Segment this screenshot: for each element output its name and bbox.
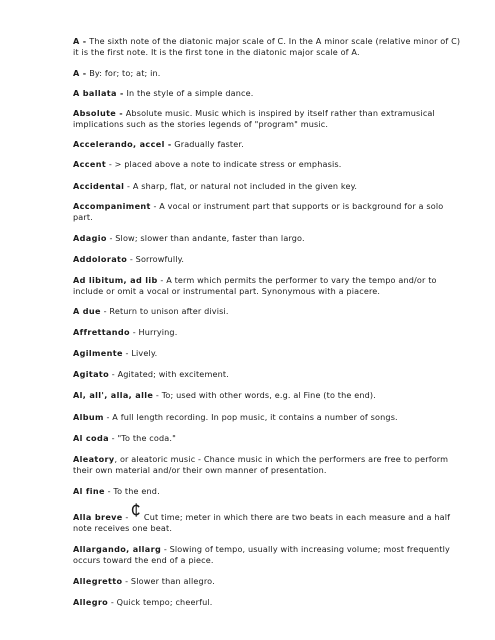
entry-definition: - "To the coda." xyxy=(108,433,177,443)
entry-term: A ballata - xyxy=(73,88,124,98)
entry-definition: - Agitated; with excitement. xyxy=(109,369,229,379)
entry-definition: Gradually faster. xyxy=(171,139,244,149)
glossary-entry-allargando xyxy=(73,544,461,565)
entry-term: Affrettando xyxy=(73,327,130,337)
entry-definition: - A term which permits the performer to vary the tempo and/or to include or omit a vocal or instrumental part. Synonymous with a piacere. xyxy=(73,275,437,296)
entry-term: Al fine xyxy=(73,486,105,496)
entry-term: Aleatory xyxy=(73,454,115,464)
entry-term: Al, all', alla, alle xyxy=(73,390,154,400)
glossary-entry-agitato xyxy=(73,369,461,380)
entry-definition: Cut time; meter in which there are two beats in each measure and a half note receives one beat. xyxy=(73,512,451,533)
glossary-entry-album xyxy=(73,412,461,423)
entry-term: A - xyxy=(73,36,87,46)
entry-term: Agilmente xyxy=(73,348,123,358)
entry-definition-prefix: - xyxy=(122,512,132,522)
entry-definition: - To; used with other words, e.g. al Fine (to the end). xyxy=(153,390,376,400)
glossary-entry-al-coda xyxy=(73,433,461,444)
glossary-entry-al-alla xyxy=(73,390,461,401)
glossary-entry-absolute xyxy=(73,108,461,129)
glossary-entry-accent xyxy=(73,159,461,170)
entry-term: Allegro xyxy=(73,597,109,607)
glossary-entry-al-fine xyxy=(73,486,461,497)
glossary-entry-allegro xyxy=(73,597,461,608)
glossary-entry-addolorato xyxy=(73,254,461,265)
entry-definition: Absolute music. Music which is inspired by itself rather than extramusical implications such as the stories legends of "program" music. xyxy=(73,108,435,129)
entry-term: Accompaniment xyxy=(73,201,151,211)
glossary-entry-accompaniment xyxy=(73,201,461,222)
entry-definition: - A vocal or instrument part that supports or is background for a solo part. xyxy=(73,201,444,222)
entry-definition: , or aleatoric music - Chance music in which the performers are free to perform their own material and/or their own manner of presentation. xyxy=(73,454,449,475)
entry-definition: - A sharp, flat, or natural not included in the given key. xyxy=(124,181,358,191)
glossary-entry-affrettando xyxy=(73,327,461,338)
entry-term: Allargando, allarg xyxy=(73,544,162,554)
entry-definition: - Quick tempo; cheerful. xyxy=(108,597,213,607)
entry-definition: The sixth note of the diatonic major scale of C. In the A minor scale (relative minor of C) it is the first note. It is the first tone in the diatonic major scale of A. xyxy=(73,36,461,57)
entry-term: Absolute - xyxy=(73,108,124,118)
entry-definition: - Slowing of tempo, usually with increasing volume; most frequently occurs toward the end of a piece. xyxy=(73,544,450,565)
entry-term: Allegretto xyxy=(73,576,123,586)
entry-definition: - > placed above a note to indicate stress or emphasis. xyxy=(106,159,342,169)
entry-term: Accelerando, accel - xyxy=(73,139,172,149)
entry-term: Agitato xyxy=(73,369,110,379)
entry-term: A - xyxy=(73,68,87,78)
cut-time-icon xyxy=(131,511,141,520)
entry-definition: - To the end. xyxy=(104,486,160,496)
entry-definition: - Hurrying. xyxy=(129,327,178,337)
entry-term: Alla breve xyxy=(73,512,123,522)
glossary-entry-a-due xyxy=(73,306,461,317)
glossary-entry-accidental xyxy=(73,181,461,192)
glossary-entry-accelerando xyxy=(73,139,461,150)
glossary-entry-ad-libitum xyxy=(73,275,461,296)
entry-term: Adagio xyxy=(73,233,107,243)
entry-definition: In the style of a simple dance. xyxy=(123,88,254,98)
glossary-entry-adagio xyxy=(73,233,461,244)
glossary-entry-a-by xyxy=(73,68,461,79)
entry-definition: - Sorrowfully. xyxy=(127,254,185,264)
entry-term: Accidental xyxy=(73,181,125,191)
glossary-entry-alla-breve xyxy=(73,511,461,533)
entry-term: Accent xyxy=(73,159,107,169)
entry-definition: - Lively. xyxy=(122,348,158,358)
entry-term: Album xyxy=(73,412,104,422)
entry-definition: - Slow; slower than andante, faster than largo. xyxy=(106,233,305,243)
entry-term: Ad libitum, ad lib xyxy=(73,275,158,285)
glossary-entry-aleatory xyxy=(73,454,461,475)
glossary-entry-a-ballata xyxy=(73,88,461,99)
entry-term: Al coda xyxy=(73,433,109,443)
glossary-entry-allegretto xyxy=(73,576,461,587)
entry-definition: - Return to unison after divisi. xyxy=(100,306,229,316)
entry-definition: - Slower than allegro. xyxy=(122,576,215,586)
entry-definition: By: for; to; at; in. xyxy=(86,68,161,78)
glossary-entry-agilmente xyxy=(73,348,461,359)
entry-term: Addolorato xyxy=(73,254,128,264)
glossary-entry-a-note xyxy=(73,36,461,57)
entry-definition: - A full length recording. In pop music, it contains a number of songs. xyxy=(103,412,398,422)
entry-term: A due xyxy=(73,306,101,316)
